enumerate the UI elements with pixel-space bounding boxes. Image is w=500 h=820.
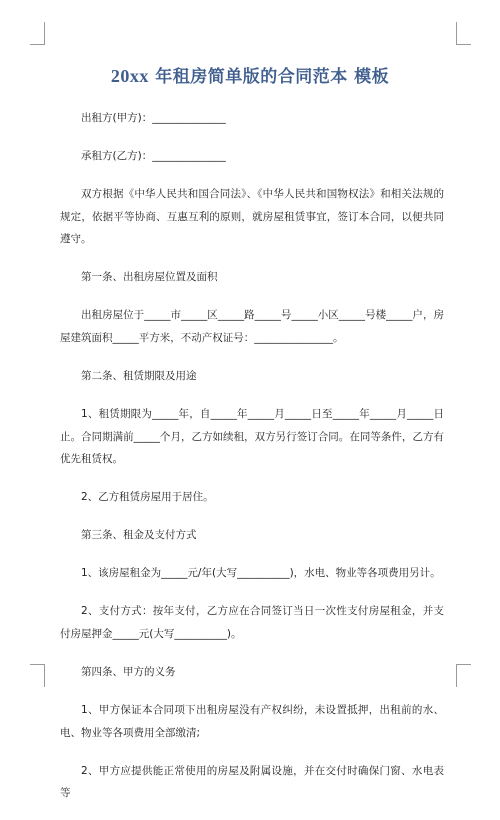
article-3-payment: 2、支付方式：按年支付，乙方应在合同签订当日一次性支付房屋租金，并支付房屋押金_____元(大写__________)。 (60, 605, 444, 640)
crop-mark-bottom-right (456, 664, 471, 687)
article-4-clause-1: 1、甲方保证本合同项下出租房屋没有产权纠纷，未设置抵押，出租前的水、电、物业等各项费用全部缴清; (60, 704, 444, 739)
crop-mark-top-right (456, 22, 471, 45)
document-title (0, 62, 500, 87)
article-2-term: 1、租赁期限为_____年，自_____年_____月_____日至_____年_____月_____日止。合同期满前_____个月，乙方如续租，双方另行签订合同。在同等条件，乙方有优先租赁权。 (60, 408, 444, 466)
article-2-use: 2、乙方租赁房屋用于居住。 (81, 491, 214, 504)
preamble-paragraph: 双方根据《中华人民共和国合同法》、《中华人民共和国物权法》和相关法规的规定，依据平等协商、互惠互利的原则，就房屋租赁事宜，签订本合同，以便共同遵守。 (60, 188, 444, 246)
title-year: 20xx (110, 66, 149, 86)
article-1-location: 出租房屋位于_____市_____区_____路_____号_____小区_____号楼_____户，房屋建筑面积_____平方米，不动产权证号：_______________。 (60, 309, 444, 344)
title-text: 年租房简单版的合同范本 模板 (148, 67, 390, 87)
article-3-rent: 1、该房屋租金为_____元/年(大写__________)，水电、物业等各项费用另计。 (81, 567, 441, 580)
article-3-heading: 第三条、租金及支付方式 (81, 529, 197, 542)
article-2-heading: 第二条、租赁期限及用途 (81, 369, 197, 382)
article-1-heading: 第一条、出租房屋位置及面积 (81, 271, 218, 284)
document-body (60, 107, 444, 820)
crop-mark-top-left (30, 22, 45, 45)
article-4-clause-2: 2、甲方应提供能正常使用的房屋及附属设施，并在交付时确保门窗、水电表等 (60, 764, 444, 800)
lessee-line: 承租方(乙方)：______________ (81, 150, 226, 163)
lessor-line: 出租方(甲方)：______________ (81, 112, 226, 124)
article-4-heading: 第四条、甲方的义务 (81, 666, 176, 679)
crop-mark-bottom-left (30, 664, 45, 687)
